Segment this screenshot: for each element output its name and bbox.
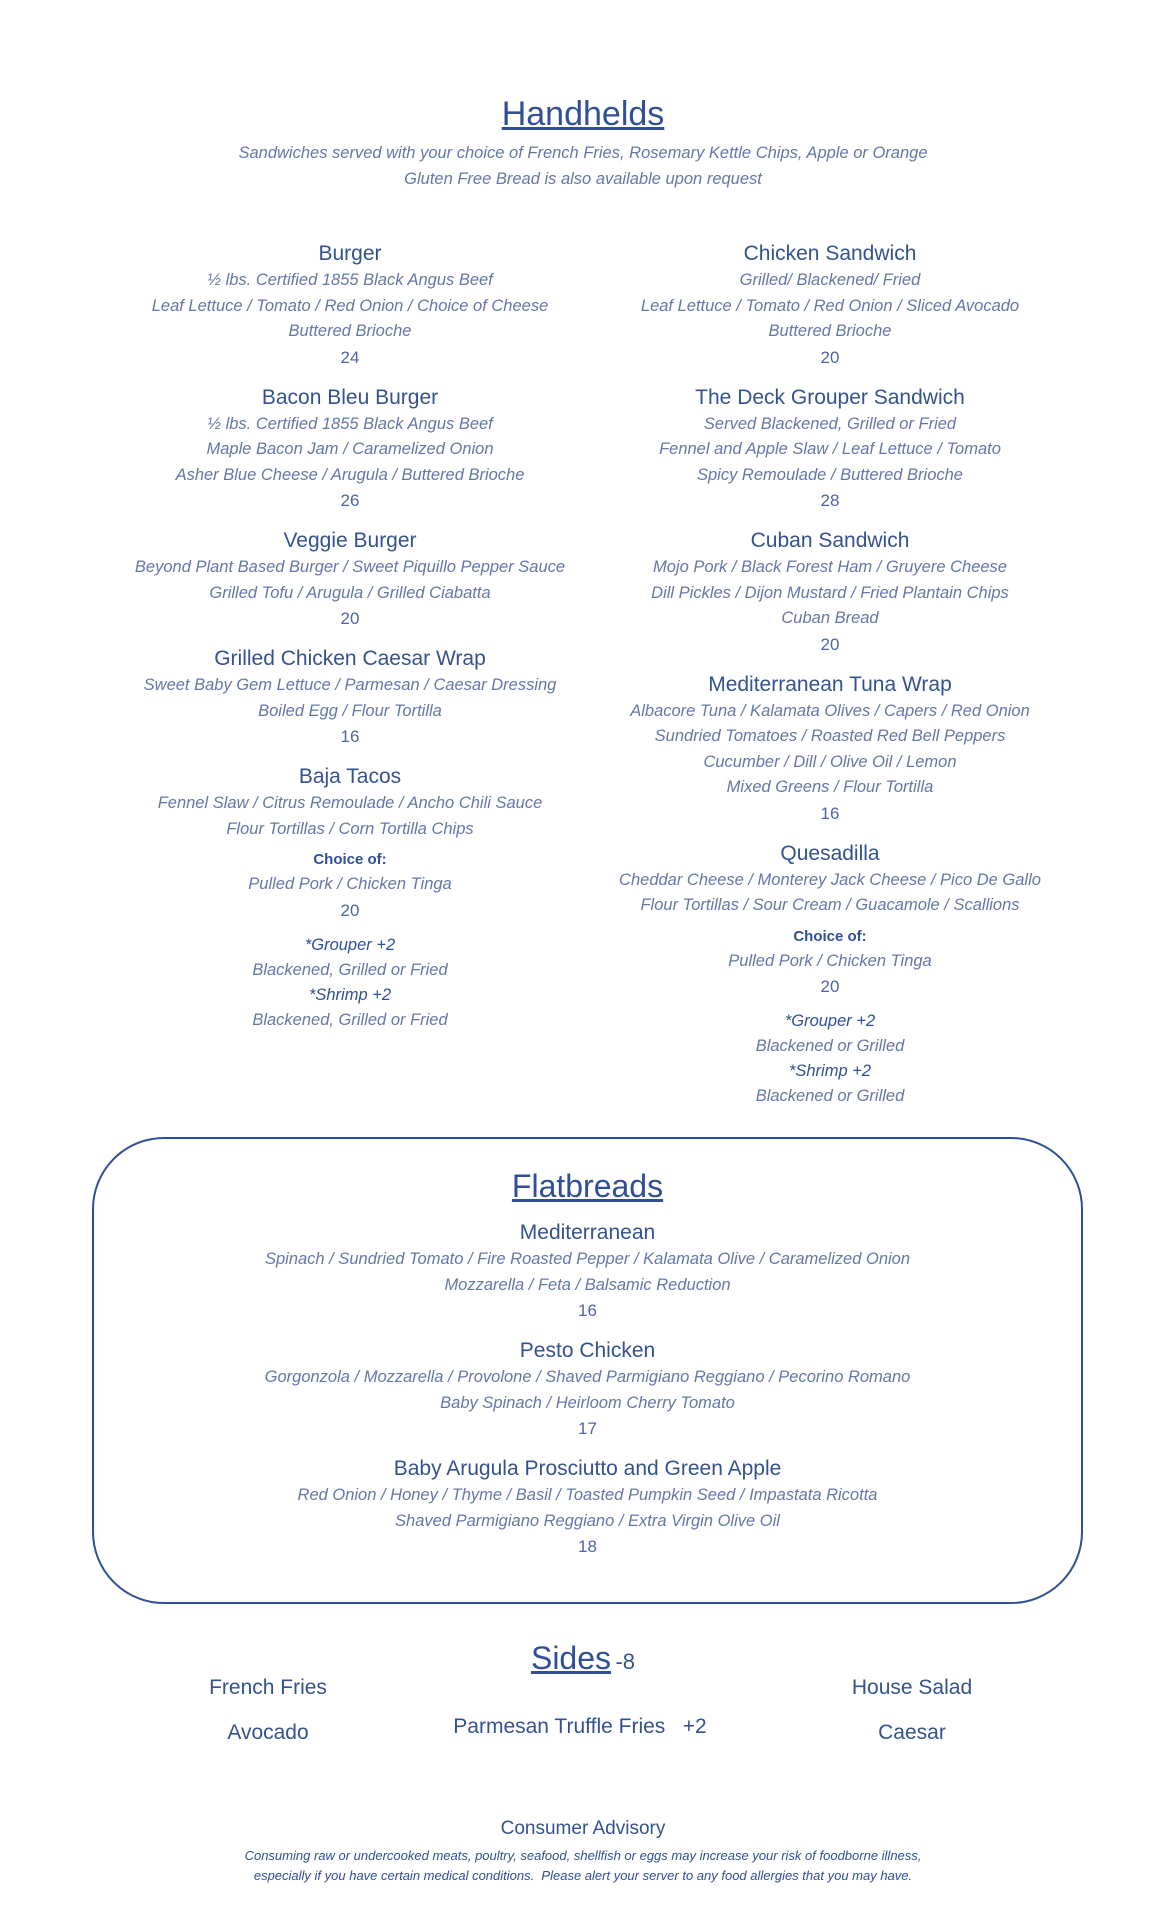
menu-item-grouper-sandwich bbox=[590, 384, 1070, 514]
addon-grouper: *Grouper +2 bbox=[784, 1012, 876, 1030]
flatbreads-section bbox=[92, 1168, 1083, 1573]
side-caesar: Caesar bbox=[878, 1721, 946, 1744]
item-desc: Leaf Lettuce / Tomato / Red Onion / Sliced Avocado bbox=[640, 296, 1020, 315]
item-price: 16 bbox=[578, 1301, 597, 1320]
flatbread-item-mediterranean bbox=[92, 1219, 1083, 1323]
item-price: 16 bbox=[340, 727, 360, 746]
item-desc: Buttered Brioche bbox=[768, 322, 892, 340]
sides-price: -8 bbox=[615, 1649, 636, 1674]
addon-shrimp-desc: Blackened, Grilled or Fried bbox=[252, 1010, 448, 1029]
item-desc: Asher Blue Cheese / Arugula / Buttered Brioche bbox=[175, 465, 525, 484]
choice-label: Choice of: bbox=[793, 927, 867, 945]
item-desc: Boiled Egg / Flour Tortilla bbox=[258, 701, 442, 720]
flatbread-item-pesto-chicken bbox=[92, 1337, 1083, 1441]
item-desc: Spinach / Sundried Tomato / Fire Roasted Pepper / Kalamata Olive / Caramelized Onion bbox=[264, 1250, 911, 1268]
side-avocado: Avocado bbox=[227, 1721, 309, 1744]
item-price: 17 bbox=[578, 1419, 597, 1438]
menu-item-baja-tacos bbox=[100, 763, 600, 1033]
side-french-fries: French Fries bbox=[209, 1676, 327, 1699]
item-price: 20 bbox=[820, 634, 840, 654]
item-name: Mediterranean bbox=[519, 1221, 656, 1244]
item-name: Pesto Chicken bbox=[519, 1339, 656, 1362]
handhelds-header bbox=[0, 95, 1166, 192]
item-desc: Sweet Baby Gem Lettuce / Parmesan / Caesar Dressing bbox=[143, 676, 557, 694]
advisory-line-1: Consuming raw or undercooked meats, poultry, seafood, shellfish or eggs may increase your risk of foodborne illness, bbox=[244, 1848, 922, 1863]
menu-item-quesadilla bbox=[590, 840, 1070, 1110]
item-desc: Leaf Lettuce / Tomato / Red Onion / Choice of Cheese bbox=[151, 296, 549, 315]
item-price: 20 bbox=[820, 977, 840, 996]
consumer-advisory-text bbox=[0, 1846, 1166, 1886]
item-desc: Flour Tortillas / Sour Cream / Guacamole / Scallions bbox=[640, 896, 1020, 914]
item-desc: Cuban Bread bbox=[781, 609, 879, 627]
advisory-line-2: especially if you have certain medical conditions. Please alert your server to any food allergies that you may have. bbox=[253, 1868, 913, 1883]
item-desc: Grilled Tofu / Arugula / Grilled Ciabatta bbox=[209, 583, 491, 602]
choice-label: Choice of: bbox=[313, 851, 387, 868]
item-name: Cuban Sandwich bbox=[750, 529, 910, 552]
item-desc: Fennel and Apple Slaw / Leaf Lettuce / Tomato bbox=[659, 440, 1001, 458]
item-name: Mediterranean Tuna Wrap bbox=[708, 672, 952, 696]
addon-shrimp-desc: Blackened or Grilled bbox=[755, 1087, 905, 1105]
menu-item-bacon-bleu-burger bbox=[100, 384, 600, 514]
item-price: 16 bbox=[820, 803, 840, 823]
handhelds-intro-line-2: Gluten Free Bread is also available upon request bbox=[404, 170, 762, 188]
addon-shrimp: *Shrimp +2 bbox=[788, 1062, 872, 1080]
menu-item-tuna-wrap bbox=[590, 671, 1070, 826]
item-desc: Served Blackened, Grilled or Fried bbox=[703, 414, 957, 433]
item-desc: Fennel Slaw / Citrus Remoulade / Ancho Chili Sauce bbox=[157, 794, 543, 812]
item-desc: Spicy Remoulade / Buttered Brioche bbox=[697, 465, 963, 484]
item-desc: Baby Spinach / Heirloom Cherry Tomato bbox=[440, 1393, 735, 1412]
menu-item-cuban-sandwich bbox=[590, 527, 1070, 657]
item-desc: Red Onion / Honey / Thyme / Basil / Toasted Pumpkin Seed / Impastata Ricotta bbox=[297, 1486, 878, 1504]
item-name: Grilled Chicken Caesar Wrap bbox=[214, 647, 486, 670]
sides-header bbox=[0, 1640, 1166, 1677]
item-desc: Cucumber / Dill / Olive Oil / Lemon bbox=[703, 752, 957, 771]
handhelds-title: Handhelds bbox=[501, 95, 665, 133]
handhelds-left-column bbox=[100, 240, 600, 1047]
item-price: 24 bbox=[340, 347, 360, 367]
addon-grouper-desc: Blackened, Grilled or Fried bbox=[252, 960, 448, 979]
choice-options: Pulled Pork / Chicken Tinga bbox=[728, 951, 932, 970]
addon-shrimp: *Shrimp +2 bbox=[308, 985, 392, 1004]
item-desc: Mojo Pork / Black Forest Ham / Gruyere Cheese bbox=[653, 558, 1007, 576]
addon-grouper: *Grouper +2 bbox=[304, 935, 396, 954]
handhelds-intro-line-1: Sandwiches served with your choice of French Fries, Rosemary Kettle Chips, Apple or Orange bbox=[238, 144, 928, 162]
flatbread-item-arugula-prosciutto bbox=[92, 1455, 1083, 1559]
item-name: Baby Arugula Prosciutto and Green Apple bbox=[393, 1457, 782, 1480]
item-desc: Buttered Brioche bbox=[288, 322, 412, 340]
item-desc: ½ lbs. Certified 1855 Black Angus Beef bbox=[207, 271, 493, 289]
item-name: Quesadilla bbox=[780, 841, 880, 865]
item-desc: Flour Tortillas / Corn Tortilla Chips bbox=[226, 819, 474, 838]
item-desc: Mixed Greens / Flour Tortilla bbox=[726, 778, 934, 796]
item-desc: Sundried Tomatoes / Roasted Red Bell Peppers bbox=[654, 727, 1006, 745]
item-desc: Cheddar Cheese / Monterey Jack Cheese / Pico De Gallo bbox=[619, 870, 1041, 889]
item-desc: ½ lbs. Certified 1855 Black Angus Beef bbox=[207, 414, 493, 433]
handhelds-right-column bbox=[590, 240, 1070, 1123]
item-price: 26 bbox=[340, 491, 360, 510]
item-price: 20 bbox=[340, 900, 360, 920]
item-desc: Dill Pickles / Dijon Mustard / Fried Plantain Chips bbox=[651, 583, 1009, 602]
menu-item-veggie-burger bbox=[100, 527, 600, 631]
addon-grouper-desc: Blackened or Grilled bbox=[755, 1037, 905, 1055]
side-parmesan-truffle-fries: Parmesan Truffle Fries +2 bbox=[453, 1715, 707, 1738]
sides-title: Sides bbox=[530, 1640, 612, 1676]
item-desc: Gorgonzola / Mozzarella / Provolone / Shaved Parmigiano Reggiano / Pecorino Romano bbox=[264, 1368, 911, 1386]
side-house-salad: House Salad bbox=[851, 1676, 973, 1699]
item-name: Baja Tacos bbox=[298, 765, 402, 788]
item-price: 28 bbox=[820, 491, 840, 510]
item-name: Veggie Burger bbox=[283, 529, 417, 552]
item-name: The Deck Grouper Sandwich bbox=[695, 385, 965, 409]
item-price: 20 bbox=[340, 609, 360, 628]
item-desc: Grilled/ Blackened/ Fried bbox=[739, 271, 921, 289]
item-price: 18 bbox=[578, 1537, 597, 1556]
consumer-advisory-title: Consumer Advisory bbox=[500, 1818, 666, 1839]
item-desc: Shaved Parmigiano Reggiano / Extra Virgin Olive Oil bbox=[395, 1511, 780, 1530]
choice-options: Pulled Pork / Chicken Tinga bbox=[248, 875, 452, 893]
menu-item-burger bbox=[100, 240, 600, 370]
item-desc: Albacore Tuna / Kalamata Olives / Capers / Red Onion bbox=[630, 701, 1030, 720]
item-desc: Mozzarella / Feta / Balsamic Reduction bbox=[444, 1275, 731, 1294]
item-name: Bacon Bleu Burger bbox=[261, 385, 439, 409]
flatbreads-title: Flatbreads bbox=[511, 1168, 664, 1204]
item-name: Chicken Sandwich bbox=[743, 242, 917, 265]
item-price: 20 bbox=[820, 347, 840, 367]
item-name: Burger bbox=[318, 242, 382, 265]
item-desc: Beyond Plant Based Burger / Sweet Piquillo Pepper Sauce bbox=[134, 558, 566, 576]
menu-item-caesar-wrap bbox=[100, 645, 600, 749]
menu-item-chicken-sandwich bbox=[590, 240, 1070, 370]
item-desc: Maple Bacon Jam / Caramelized Onion bbox=[206, 440, 494, 458]
